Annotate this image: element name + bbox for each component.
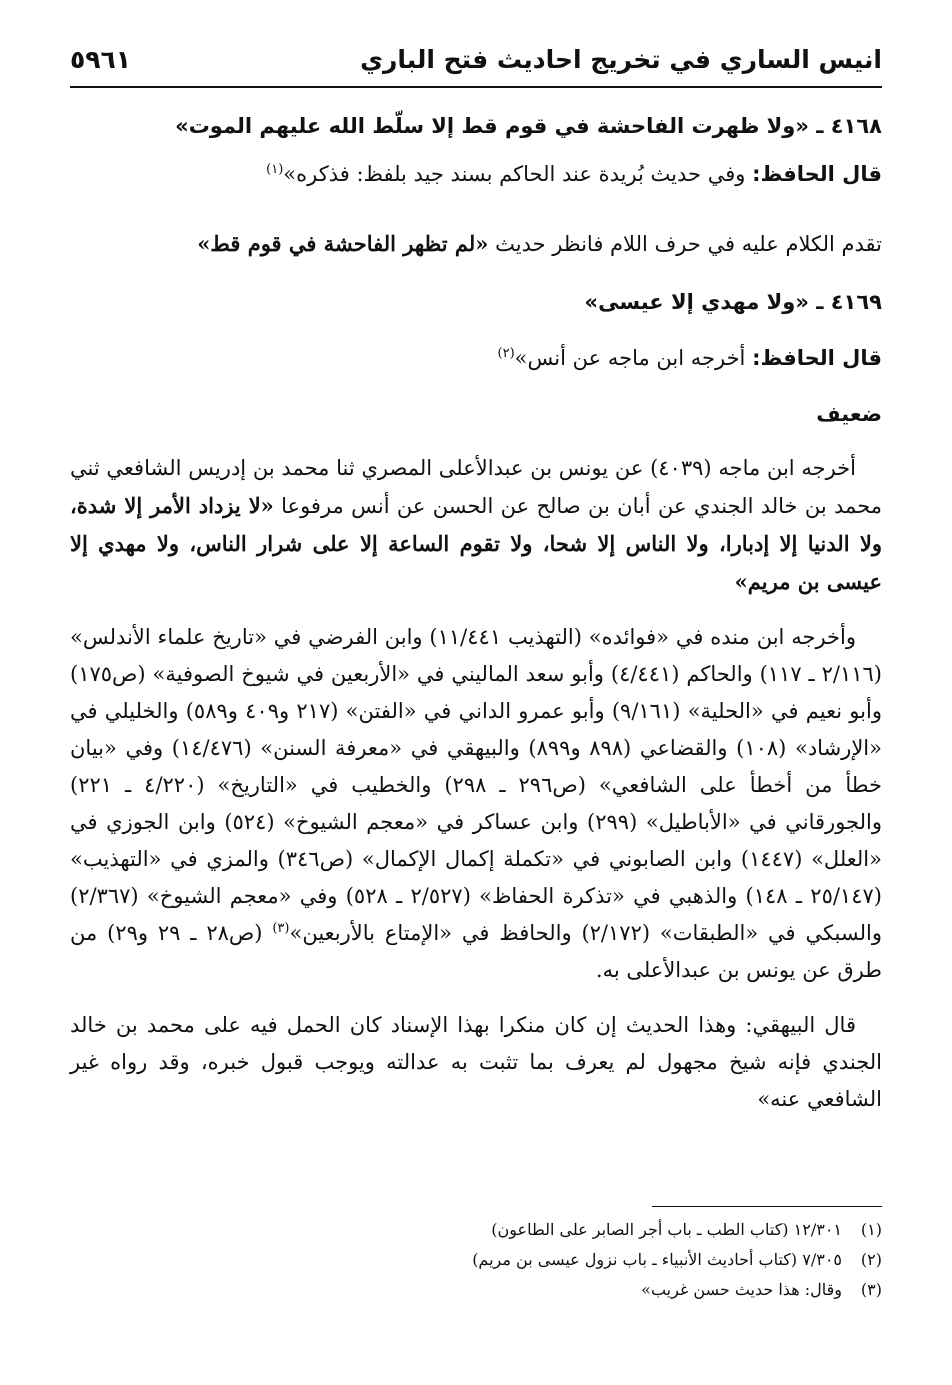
hadith-heading: ٤١٦٩ ـ «ولا مهدي إلا عيسى»	[584, 290, 882, 314]
footnote-divider	[652, 1206, 882, 1207]
hafiz-label: قال الحافظ:	[752, 162, 882, 186]
main-text	[70, 102, 882, 1118]
cross-reference-text: تقدم الكلام عليه في حرف اللام فانظر حديث	[495, 232, 882, 256]
paragraph-text: قال البيهقي: وهذا الحديث إن كان منكرا بهذا الإسناد كان الحمل فيه على محمد بن خالد الجندي فإنه شيخ مجهول لم يعرف بما تثبت به عدالته ويوجب قبول خبره، وقد رواه غير الشافعي عنه»	[70, 1013, 882, 1111]
running-title: انيس الساري في تخريج احاديث فتح الباري	[360, 45, 882, 74]
cross-reference	[70, 220, 882, 268]
footnote	[70, 1245, 882, 1275]
page-number: ٥٩٦١	[70, 45, 132, 74]
paragraph-text: أخرجه ابن ماجه (٤٠٣٩) عن يونس بن عبدالأعلى المصري ثنا محمد بن إدريس الشافعي ثني محمد بن خالد الجندي عن أبان بن صالح عن الحسن عن أنس مرفوعا	[70, 456, 883, 518]
hadith-4168	[70, 102, 882, 268]
hafiz-quote	[70, 334, 882, 382]
takhrij-paragraph-1	[70, 450, 882, 601]
footnote	[70, 1215, 882, 1245]
paragraph-text-end: (ص٢٨ ـ ٢٩ و٢٩) من طرق عن يونس بن عبدالأعلى به.	[70, 921, 882, 982]
hafiz-quote	[70, 150, 882, 198]
hafiz-text: أخرجه ابن ماجه عن أنس»	[514, 346, 746, 370]
cross-reference-title: «لم تظهر الفاحشة في قوم قط»	[197, 231, 489, 256]
footnote-marker: (٣)	[272, 921, 290, 936]
footnote-number: (٣)	[860, 1280, 882, 1299]
footnote-text: وقال: هذا حديث حسن غريب»	[641, 1280, 842, 1299]
footnote-marker: (٢)	[497, 346, 515, 361]
hadith-4169	[70, 278, 882, 1118]
book-page	[70, 34, 882, 1364]
footnote-text: ١٢/٣٠١ (كتاب الطب ـ باب أجر الصابر على الطاعون)	[491, 1220, 842, 1239]
paragraph-text: وأخرجه ابن منده في «فوائده» (التهذيب ١١/٤٤١) وابن الفرضي في «تاريخ علماء الأندلس» (٢/١١٦ ـ ١١٧) والحاكم (٤/٤٤١) وأبو سعد الماليني في «الأربعين في شيوخ الصوفية» (ص١٧٥) وأبو نعيم في «الحلية» (٩/١٦١) وأبو عمرو الداني في «الفتن» (٢١٧ و٤٠٩ و٥٨٩) والخليلي في «الإرشاد» (١٠٨) والقضاعي (٨٩٨ و٨٩٩) والبيهقي في «معرفة السنن» (١٤/٤٧٦) وفي «بيان خطأ من أخطأ على الشافعي» (ص٢٩٦ ـ ٢٩٨) والخطيب في «التاريخ» (٤/٢٢٠ ـ ٢٢١) والجورقاني في «الأباطيل» (٢٩٩) وابن عساكر في «معجم الشيوخ» (٥٢٤) وابن الجوزي في «العلل» (١٤٤٧) وابن الصابوني في «تكملة إكمال الإكمال» (ص٣٤٦) والمزي في «التهذيب» (٢٥/١٤٧ ـ ١٤٨) والذهبي في «تذكرة الحفاظ» (٢/٥٢٧ ـ ٥٢٨) وفي «معجم الشيوخ» (٢/٣٦٧) والسبكي في «الطبقات» (٢/١٧٢) والحافظ في «الإمتاع بالأربعين»	[70, 625, 883, 945]
hafiz-label: قال الحافظ:	[752, 346, 882, 370]
hadith-grade: ضعيف	[816, 402, 882, 426]
footnotes-section	[70, 1206, 882, 1305]
footnotes-list	[70, 1215, 882, 1305]
hafiz-text: وفي حديث بُريدة عند الحاكم بسند جيد بلفظ: فذكره»	[283, 162, 746, 186]
bayhaqi-paragraph	[70, 1007, 882, 1118]
running-header	[70, 34, 882, 88]
footnote-number: (١)	[860, 1220, 882, 1239]
footnote	[70, 1275, 882, 1305]
hadith-heading: ٤١٦٨ ـ «ولا ظهرت الفاحشة في قوم قط إلا سلّط الله عليهم الموت»	[175, 114, 882, 138]
hadith-matn: «لا يزداد الأمر إلا شدة، ولا الدنيا إلا إدبارا، ولا الناس إلا شحا، ولا تقوم الساعة إلا على شرار الناس، ولا مهدي إلا عيسى بن مريم»	[70, 493, 882, 594]
footnote-text: ٧/٣٠٥ (كتاب أحاديث الأنبياء ـ باب نزول عيسى بن مريم)	[472, 1250, 842, 1269]
footnote-marker: (١)	[266, 162, 284, 177]
footnote-number: (٢)	[860, 1250, 882, 1269]
takhrij-paragraph-2	[70, 619, 882, 989]
